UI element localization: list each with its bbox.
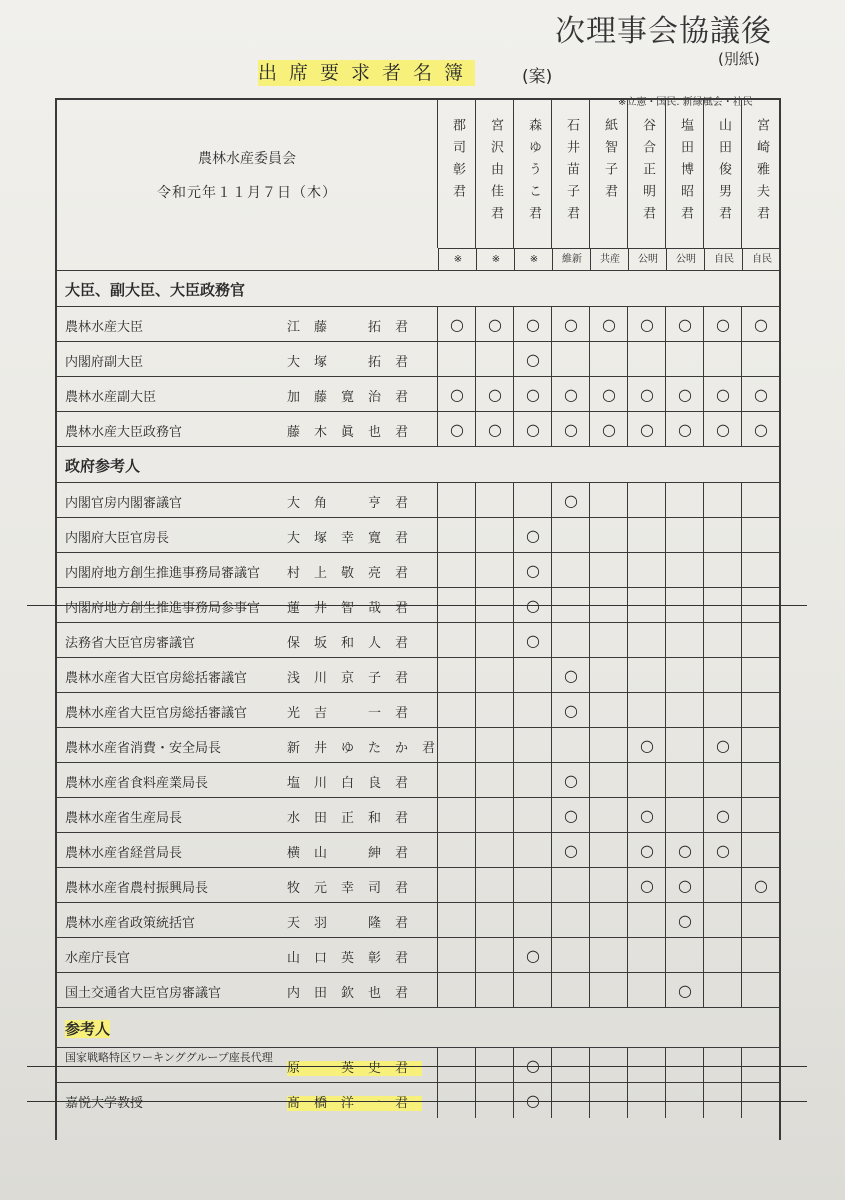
attendance-cell: ○ bbox=[627, 798, 666, 833]
attendance-cell: ○ bbox=[437, 412, 476, 447]
attendance-cell bbox=[475, 553, 514, 588]
official-name: 塩川白良君 bbox=[287, 776, 423, 791]
attendance-cell bbox=[665, 938, 704, 973]
attendance-cell bbox=[741, 973, 780, 1008]
attendance-cell bbox=[513, 658, 552, 693]
member-party: ※ bbox=[514, 248, 553, 271]
section-title: 参考人 bbox=[65, 1020, 111, 1038]
member-party: ※ bbox=[438, 248, 477, 271]
official-name: 天羽 隆君 bbox=[287, 916, 423, 931]
attendance-cell bbox=[589, 623, 628, 658]
attendance-cell: ○ bbox=[551, 307, 590, 342]
committee-date: 令和元年１１月７日（木） bbox=[157, 185, 337, 201]
attendance-cell: ○ bbox=[551, 658, 590, 693]
attendance-cell bbox=[437, 623, 476, 658]
attendance-cell bbox=[589, 553, 628, 588]
attendance-cell bbox=[703, 518, 742, 553]
attendance-cell bbox=[475, 868, 514, 903]
attendance-table bbox=[55, 98, 781, 1140]
official-name: 浅川京子君 bbox=[287, 671, 423, 686]
official-name: 牧元幸司君 bbox=[287, 881, 423, 896]
official-post: 農林水産大臣政務官 bbox=[65, 425, 183, 440]
attendance-cell: ○ bbox=[741, 377, 780, 412]
section-header bbox=[57, 270, 779, 307]
attendance-cell bbox=[741, 483, 780, 518]
attendance-cell: ○ bbox=[665, 833, 704, 868]
table-row bbox=[57, 762, 779, 798]
attendance-cell bbox=[741, 342, 780, 377]
attendance-cell: ○ bbox=[627, 833, 666, 868]
table-row bbox=[57, 552, 779, 588]
member-name: 石井苗子君 bbox=[564, 118, 579, 228]
attendance-cell bbox=[703, 693, 742, 728]
attendance-cell bbox=[475, 763, 514, 798]
section-header bbox=[57, 446, 779, 483]
attendance-cell: ○ bbox=[703, 307, 742, 342]
attendance-cell bbox=[551, 868, 590, 903]
attendance-cell: ○ bbox=[627, 728, 666, 763]
attendance-cell bbox=[513, 903, 552, 938]
attendance-cell: ○ bbox=[513, 377, 552, 412]
official-post: 内閣府地方創生推進事務局審議官 bbox=[65, 566, 261, 581]
attendance-cell bbox=[703, 342, 742, 377]
attendance-cell: ○ bbox=[703, 833, 742, 868]
attendance-cell: ○ bbox=[703, 728, 742, 763]
title-text: 出席要求者名簿 bbox=[258, 62, 476, 84]
attendance-cell: ○ bbox=[551, 763, 590, 798]
table-row bbox=[57, 622, 779, 658]
attendance-cell bbox=[741, 728, 780, 763]
member-name: 森ゆうこ君 bbox=[526, 118, 541, 228]
attendance-cell bbox=[475, 623, 514, 658]
member-name: 郡司彰君 bbox=[450, 118, 465, 206]
attendance-cell bbox=[475, 938, 514, 973]
table-row bbox=[57, 902, 779, 938]
attendance-cell bbox=[665, 693, 704, 728]
member-column-header bbox=[589, 100, 628, 265]
attendance-cell bbox=[627, 903, 666, 938]
official-name: 大角 亨君 bbox=[287, 496, 423, 511]
attendance-cell bbox=[665, 342, 704, 377]
member-name: 谷合正明君 bbox=[640, 118, 655, 228]
attendance-cell: ○ bbox=[627, 307, 666, 342]
official-post: 嘉悦大学教授 bbox=[65, 1096, 144, 1111]
attendance-cell: ○ bbox=[513, 412, 552, 447]
attendance-cell bbox=[589, 973, 628, 1008]
attendance-cell: ○ bbox=[665, 377, 704, 412]
attendance-cell bbox=[437, 483, 476, 518]
attendance-cell bbox=[513, 868, 552, 903]
strikethrough-line bbox=[27, 1066, 807, 1067]
committee-header bbox=[57, 100, 437, 270]
attendance-cell bbox=[665, 623, 704, 658]
member-name: 宮沢由佳君 bbox=[488, 118, 503, 228]
member-column-header bbox=[513, 100, 552, 265]
attendance-cell: ○ bbox=[665, 307, 704, 342]
attendance-cell bbox=[589, 763, 628, 798]
attendance-cell: ○ bbox=[703, 798, 742, 833]
attendance-cell bbox=[437, 938, 476, 973]
table-row bbox=[57, 692, 779, 728]
attendance-cell bbox=[627, 553, 666, 588]
attendance-cell bbox=[513, 763, 552, 798]
attendance-cell bbox=[703, 623, 742, 658]
attendance-cell bbox=[437, 973, 476, 1008]
table-row bbox=[57, 1082, 779, 1118]
attendance-cell bbox=[589, 342, 628, 377]
attendance-cell bbox=[741, 693, 780, 728]
member-column-header bbox=[627, 100, 666, 265]
attendance-cell bbox=[589, 658, 628, 693]
attendance-cell bbox=[475, 518, 514, 553]
member-column-header bbox=[551, 100, 590, 265]
attendance-cell: ○ bbox=[665, 412, 704, 447]
attendance-cell bbox=[437, 903, 476, 938]
table-row bbox=[57, 411, 779, 447]
attendance-cell bbox=[437, 833, 476, 868]
attendance-cell: ○ bbox=[627, 868, 666, 903]
attendance-cell: ○ bbox=[665, 868, 704, 903]
attendance-cell bbox=[437, 868, 476, 903]
table-row bbox=[57, 832, 779, 868]
attendance-cell bbox=[589, 518, 628, 553]
appendix-label: (別紙) bbox=[718, 50, 760, 68]
attendance-cell bbox=[589, 833, 628, 868]
attendance-cell: ○ bbox=[741, 868, 780, 903]
official-post: 内閣官房内閣審議官 bbox=[65, 496, 183, 511]
attendance-cell bbox=[665, 483, 704, 518]
table-row bbox=[57, 517, 779, 553]
attendance-cell bbox=[665, 798, 704, 833]
member-column-header bbox=[475, 100, 514, 265]
attendance-cell: ○ bbox=[475, 307, 514, 342]
attendance-cell bbox=[513, 973, 552, 1008]
attendance-cell bbox=[627, 658, 666, 693]
attendance-cell bbox=[589, 728, 628, 763]
attendance-cell bbox=[703, 868, 742, 903]
attendance-cell: ○ bbox=[475, 412, 514, 447]
attendance-cell: ○ bbox=[513, 553, 552, 588]
attendance-cell bbox=[741, 518, 780, 553]
attendance-cell: ○ bbox=[513, 342, 552, 377]
attendance-cell bbox=[703, 973, 742, 1008]
attendance-cell bbox=[589, 938, 628, 973]
attendance-cell bbox=[437, 693, 476, 728]
attendance-cell: ○ bbox=[513, 1048, 552, 1083]
official-post: 内閣府大臣官房長 bbox=[65, 531, 170, 546]
table-row bbox=[57, 587, 779, 623]
attendance-cell bbox=[513, 798, 552, 833]
section-title: 大臣、副大臣、大臣政務官 bbox=[65, 281, 246, 299]
attendance-cell: ○ bbox=[513, 623, 552, 658]
attendance-cell: ○ bbox=[551, 412, 590, 447]
official-name: 山口英彰君 bbox=[287, 951, 423, 966]
attendance-cell bbox=[475, 483, 514, 518]
official-name: 新井ゆたか君 bbox=[287, 741, 450, 756]
attendance-cell: ○ bbox=[513, 307, 552, 342]
attendance-cell bbox=[703, 483, 742, 518]
attendance-cell: ○ bbox=[551, 833, 590, 868]
attendance-cell bbox=[551, 623, 590, 658]
official-name: 内田欽也君 bbox=[287, 986, 423, 1001]
official-post: 農林水産副大臣 bbox=[65, 390, 157, 405]
attendance-cell: ○ bbox=[627, 377, 666, 412]
attendance-cell bbox=[437, 518, 476, 553]
attendance-cell bbox=[475, 973, 514, 1008]
attendance-cell bbox=[665, 728, 704, 763]
attendance-cell bbox=[741, 763, 780, 798]
table-row bbox=[57, 797, 779, 833]
member-party: 公明 bbox=[628, 248, 667, 271]
document-title bbox=[258, 58, 475, 85]
official-post: 農林水産大臣 bbox=[65, 320, 144, 335]
official-post: 農林水産省農村振興局長 bbox=[65, 881, 209, 896]
member-columns bbox=[437, 100, 779, 270]
attendance-cell bbox=[627, 938, 666, 973]
table-row bbox=[57, 1047, 779, 1083]
attendance-cell bbox=[627, 342, 666, 377]
attendance-cell bbox=[703, 938, 742, 973]
attendance-cell bbox=[513, 728, 552, 763]
attendance-cell bbox=[437, 553, 476, 588]
attendance-cell: ○ bbox=[513, 1083, 552, 1118]
table-row bbox=[57, 341, 779, 377]
attendance-cell bbox=[551, 938, 590, 973]
attendance-cell: ○ bbox=[741, 412, 780, 447]
attendance-cell bbox=[437, 763, 476, 798]
official-post: 国家戦略特区ワーキンググループ座長代理 bbox=[65, 1051, 273, 1064]
attendance-cell: ○ bbox=[665, 973, 704, 1008]
attendance-cell bbox=[627, 623, 666, 658]
member-party: ※ bbox=[476, 248, 515, 271]
attendance-cell bbox=[741, 903, 780, 938]
title-suffix: (案) bbox=[522, 67, 553, 87]
attendance-cell bbox=[437, 728, 476, 763]
official-post: 国土交通省大臣官房審議官 bbox=[65, 986, 222, 1001]
official-post: 内閣府副大臣 bbox=[65, 355, 144, 370]
attendance-cell: ○ bbox=[665, 903, 704, 938]
member-party: 維新 bbox=[552, 248, 591, 271]
attendance-cell: ○ bbox=[589, 377, 628, 412]
attendance-cell bbox=[665, 658, 704, 693]
attendance-cell bbox=[741, 553, 780, 588]
attendance-cell bbox=[475, 903, 514, 938]
member-name: 塩田博昭君 bbox=[678, 118, 693, 228]
attendance-cell bbox=[513, 693, 552, 728]
strikethrough-line bbox=[27, 1101, 807, 1102]
table-row bbox=[57, 937, 779, 973]
attendance-cell: ○ bbox=[513, 588, 552, 623]
attendance-cell: ○ bbox=[741, 307, 780, 342]
attendance-cell bbox=[741, 658, 780, 693]
official-post: 農林水産省生産局長 bbox=[65, 811, 183, 826]
attendance-cell: ○ bbox=[589, 307, 628, 342]
attendance-cell bbox=[551, 342, 590, 377]
attendance-cell: ○ bbox=[475, 377, 514, 412]
attendance-cell bbox=[741, 938, 780, 973]
attendance-cell bbox=[703, 658, 742, 693]
attendance-cell bbox=[475, 342, 514, 377]
strikethrough-line bbox=[27, 605, 807, 606]
member-name: 紙智子君 bbox=[602, 118, 617, 206]
attendance-cell bbox=[627, 483, 666, 518]
attendance-cell: ○ bbox=[551, 798, 590, 833]
table-row bbox=[57, 376, 779, 412]
member-column-header bbox=[665, 100, 704, 265]
attendance-cell bbox=[665, 518, 704, 553]
attendance-cell bbox=[665, 553, 704, 588]
attendance-cell bbox=[589, 693, 628, 728]
member-name: 宮崎雅夫君 bbox=[754, 118, 769, 228]
attendance-cell: ○ bbox=[551, 693, 590, 728]
attendance-cell bbox=[703, 903, 742, 938]
member-party: 自民 bbox=[704, 248, 743, 271]
attendance-cell bbox=[475, 658, 514, 693]
official-name: 横山 紳君 bbox=[287, 846, 423, 861]
attendance-cell bbox=[475, 728, 514, 763]
attendance-cell bbox=[589, 868, 628, 903]
attendance-cell: ○ bbox=[513, 938, 552, 973]
official-name: 蓮井智哉君 bbox=[287, 601, 423, 616]
attendance-cell: ○ bbox=[513, 518, 552, 553]
official-post: 農林水産省政策統括官 bbox=[65, 916, 196, 931]
attendance-cell bbox=[475, 693, 514, 728]
official-post: 農林水産省食料産業局長 bbox=[65, 776, 209, 791]
attendance-cell bbox=[627, 973, 666, 1008]
member-column-header bbox=[437, 100, 476, 265]
attendance-cell bbox=[513, 833, 552, 868]
table-row bbox=[57, 657, 779, 693]
official-name: 原 英史君 bbox=[287, 1061, 423, 1076]
attendance-cell: ○ bbox=[551, 377, 590, 412]
attendance-cell bbox=[741, 798, 780, 833]
table-row bbox=[57, 972, 779, 1008]
attendance-cell bbox=[551, 518, 590, 553]
attendance-cell bbox=[741, 833, 780, 868]
attendance-cell: ○ bbox=[437, 307, 476, 342]
official-post: 農林水産省消費・安全局長 bbox=[65, 741, 222, 756]
handwritten-note: 次理事会協議後 bbox=[555, 14, 772, 49]
section-title: 政府参考人 bbox=[65, 457, 141, 475]
party-note: ※立憲・国民. 新緑風会・社民 bbox=[618, 97, 753, 108]
attendance-cell bbox=[475, 798, 514, 833]
committee-name: 農林水産委員会 bbox=[198, 151, 296, 167]
attendance-cell bbox=[665, 763, 704, 798]
attendance-cell bbox=[589, 483, 628, 518]
official-name: 水田正和君 bbox=[287, 811, 423, 826]
table-row bbox=[57, 482, 779, 518]
official-name: 保坂和人君 bbox=[287, 636, 423, 651]
official-name: 加藤寛治君 bbox=[287, 390, 423, 405]
attendance-cell bbox=[627, 518, 666, 553]
official-post: 農林水産省大臣官房総括審議官 bbox=[65, 671, 248, 686]
official-name: 江藤 拓君 bbox=[287, 320, 423, 335]
attendance-cell bbox=[475, 833, 514, 868]
official-post: 農林水産省大臣官房総括審議官 bbox=[65, 706, 248, 721]
member-party: 公明 bbox=[666, 248, 705, 271]
section-header bbox=[57, 1007, 779, 1048]
official-post: 農林水産省経営局長 bbox=[65, 846, 183, 861]
attendance-cell bbox=[703, 553, 742, 588]
official-post: 法務省大臣官房審議官 bbox=[65, 636, 196, 651]
official-name: 大塚幸寛君 bbox=[287, 531, 423, 546]
member-party: 共産 bbox=[590, 248, 629, 271]
attendance-cell: ○ bbox=[703, 377, 742, 412]
attendance-cell bbox=[741, 623, 780, 658]
table-row bbox=[57, 727, 779, 763]
attendance-cell bbox=[627, 763, 666, 798]
attendance-cell: ○ bbox=[551, 483, 590, 518]
table-row bbox=[57, 867, 779, 903]
attendance-cell bbox=[589, 903, 628, 938]
attendance-cell bbox=[437, 342, 476, 377]
official-post: 内閣府地方創生推進事務局参事官 bbox=[65, 601, 261, 616]
attendance-cell bbox=[703, 763, 742, 798]
official-name: 光吉 一君 bbox=[287, 706, 423, 721]
attendance-cell bbox=[513, 483, 552, 518]
official-post: 水産庁長官 bbox=[65, 951, 131, 966]
attendance-cell: ○ bbox=[703, 412, 742, 447]
official-name: 藤木眞也君 bbox=[287, 425, 423, 440]
member-name: 山田俊男君 bbox=[716, 118, 731, 228]
member-party: 自民 bbox=[742, 248, 781, 271]
attendance-cell bbox=[589, 798, 628, 833]
attendance-cell bbox=[551, 728, 590, 763]
attendance-cell bbox=[437, 798, 476, 833]
attendance-cell bbox=[627, 693, 666, 728]
attendance-cell bbox=[551, 973, 590, 1008]
attendance-cell bbox=[551, 553, 590, 588]
attendance-cell bbox=[551, 903, 590, 938]
official-name: 村上敬亮君 bbox=[287, 566, 423, 581]
official-name: 大塚 拓君 bbox=[287, 355, 423, 370]
attendance-cell: ○ bbox=[627, 412, 666, 447]
member-column-header bbox=[741, 100, 780, 265]
official-name: 髙橋洋一君 bbox=[287, 1096, 423, 1111]
attendance-cell: ○ bbox=[589, 412, 628, 447]
attendance-cell bbox=[437, 658, 476, 693]
member-column-header bbox=[703, 100, 742, 265]
attendance-cell: ○ bbox=[437, 377, 476, 412]
table-row bbox=[57, 306, 779, 342]
